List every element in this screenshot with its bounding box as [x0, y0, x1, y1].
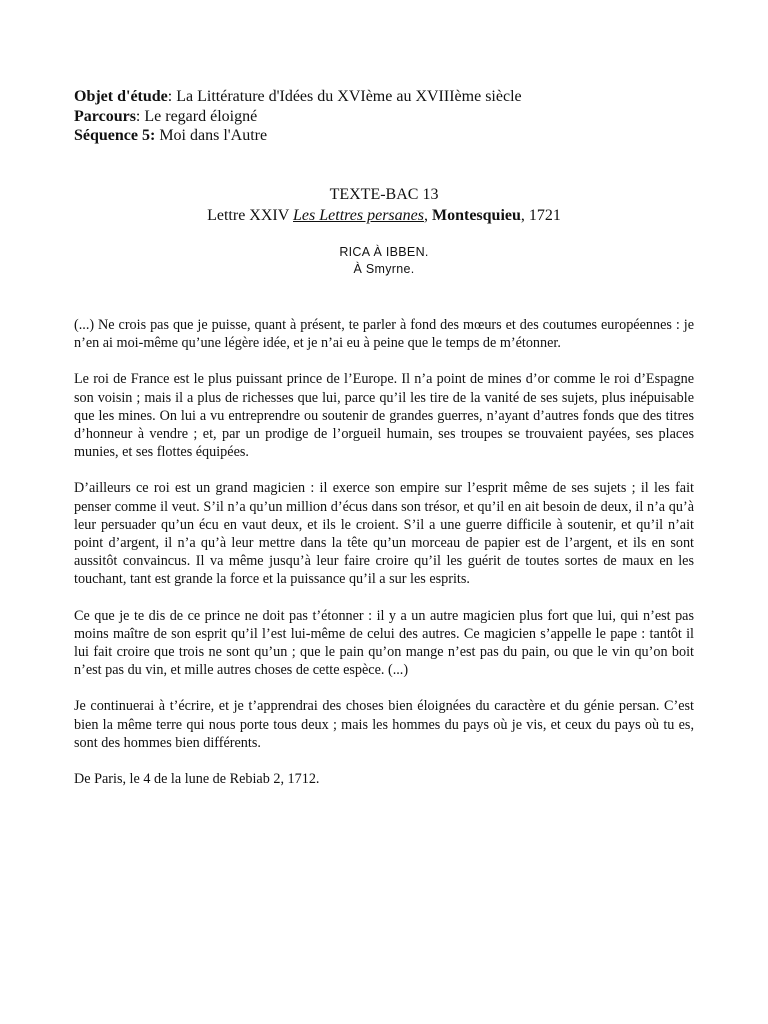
document-header: [74, 87, 522, 146]
publication-year: , 1721: [520, 207, 561, 224]
parcours-label: Parcours: [74, 107, 136, 125]
parcours-value: : Le regard éloigné: [135, 107, 258, 125]
letter-reference: [74, 205, 694, 226]
title-comma: ,: [423, 207, 432, 224]
sequence-label: Séquence 5:: [74, 127, 156, 144]
author-name: Montesquieu: [431, 207, 521, 224]
objet-label: Objet d'étude: [74, 88, 168, 105]
title-block: [74, 185, 694, 226]
sequence-value: Moi dans l'Autre: [155, 127, 268, 144]
parcours-line: [74, 107, 522, 127]
letter-number: Lettre XXIV: [207, 207, 294, 224]
texte-bac-title: TEXTE-BAC 13: [329, 186, 439, 203]
objet-line: [74, 87, 522, 107]
letter-body: [74, 316, 694, 806]
paragraph-1: (...) Ne crois pas que je puisse, quant à présent, te parler à fond des mœurs et des coutumes européennes : je n’en ai moi-même qu’une légère idée, et je n’ai eu à peine que le temps de m’étonner.: [74, 317, 694, 352]
address-line-2: À Smyrne.: [353, 262, 415, 276]
address-line-1: RICA À IBBEN.: [339, 245, 429, 259]
paragraph-4: Ce que je te dis de ce prince ne doit pas t’étonner : il y a un autre magicien plus fort que lui, qui n’est pas moins maître de son esprit qu’il l’est lui-même de celui des autres. Ce magicien s’appelle le pape : tantôt il lui fait croire que trois ne sont qu’un ; que le pain qu’on mange n’est pas du pain, ou que le vin qu’on boit n’est pas du vin, et mille autres choses de cette espèce. (...): [74, 607, 694, 679]
work-title: Les Lettres persanes: [293, 207, 424, 224]
paragraph-2: Le roi de France est le plus puissant prince de l’Europe. Il n’a point de mines d’or comme le roi d’Espagne son voisin ; mais il a plus de richesses que lui, parce qu’il les tire de la vanité de ses sujets, plus inépuisable que les mines. On lui a vu entreprendre ou soutenir de grandes guerres, n’ayant d’autres fonds que des titres d’honneur à vendre ; et, par un prodige de l’orgueil humain, ses troupes se trouvaient payées, ses places munies, et ses flottes équipées.: [74, 371, 694, 461]
paragraph-3: D’ailleurs ce roi est un grand magicien : il exerce son empire sur l’esprit même de ses sujets ; il les fait penser comme il veut. S’il n’a qu’un million d’écus dans son trésor, et qu’il en ait besoin de deux, il n’a qu’à leur persuader qu’un écu en vaut deux, et ils le croient. S’il a une guerre difficile à soutenir, et qu’il n’ait point d’argent, il n’a qu’à leur mettre dans la tête qu’un morceau de papier est de l’argent, et ils en sont aussitôt convaincus. Il va même jusqu’à leur faire croire qu’il les guérit de toutes sortes de maux en les touchant, tant est grande la force et la puissance qu’il a sur les esprits.: [74, 480, 694, 588]
letter-address: [74, 244, 694, 278]
sequence-line: [74, 126, 522, 146]
paragraph-5: Je continuerai à t’écrire, et je t’apprendrai des choses bien éloignées du caractère et du génie persan. C’est bien la même terre qui nous porte tous deux ; mais les hommes du pays où je vis, et ceux du pays où tu es, sont des hommes bien différents.: [74, 698, 694, 751]
objet-value: : La Littérature d'Idées du XVIème au XVIIIème siècle: [167, 88, 522, 105]
closing-date: De Paris, le 4 de la lune de Rebiab 2, 1712.: [74, 771, 320, 788]
